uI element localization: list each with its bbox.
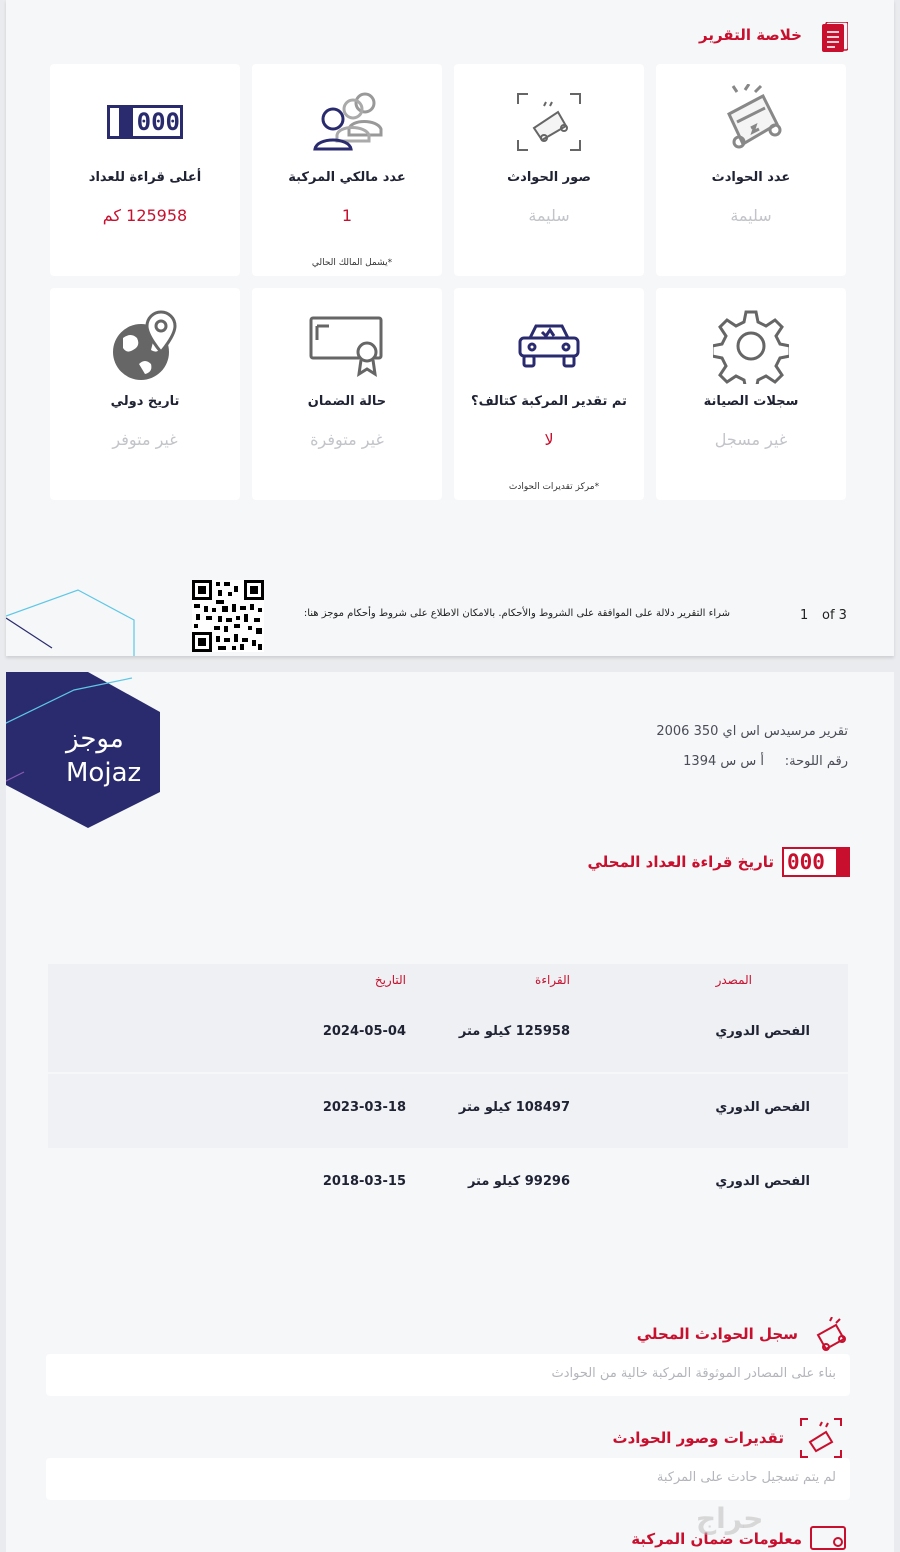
- damaged-car-icon: [656, 82, 846, 162]
- card-value: 125958 كم: [102, 206, 188, 225]
- watermark: حراج: [696, 1502, 764, 1535]
- odometer-red-icon: [782, 847, 850, 877]
- report-document-icon: [820, 22, 848, 58]
- gear-icon: [656, 306, 846, 386]
- certificate-icon: [252, 306, 442, 386]
- warranty-certificate-icon: [810, 1526, 848, 1552]
- owners-icon: [252, 82, 442, 162]
- warranty-info-title: معلومات ضمان المركبة: [631, 1530, 802, 1548]
- cell-date: 2018-03-15: [322, 1174, 406, 1189]
- card-value: 1: [341, 206, 353, 225]
- card-label: صور الحوادث: [507, 170, 591, 185]
- mojaz-logo: [6, 672, 174, 836]
- odometer-digits: 000: [136, 108, 180, 136]
- odometer-red-digits: 000: [787, 850, 825, 874]
- cell-reading: 125958 كيلو متر: [458, 1024, 570, 1039]
- local-accidents-title: سجل الحوادث المحلي: [636, 1325, 798, 1343]
- cell-source: الفحص الدوري: [715, 1174, 810, 1189]
- summary-title: خلاصة التقرير: [698, 26, 802, 44]
- card-accident-photos: [454, 64, 644, 276]
- page-of-total: of 3: [822, 608, 847, 623]
- card-value: غير متوفر: [112, 430, 178, 449]
- card-total-loss: [454, 288, 644, 500]
- odometer-table-header: [48, 964, 848, 998]
- report-page-2: [6, 672, 894, 1552]
- card-label: تم تقدير المركبة كتالف؟: [471, 394, 627, 409]
- column-date: التاريخ: [374, 973, 406, 987]
- table-row: [48, 998, 848, 1072]
- estimates-photos-box: [46, 1458, 850, 1500]
- card-label: حالة الضمان: [307, 394, 387, 409]
- card-max-odometer: [50, 64, 240, 276]
- card-value: غير متوفرة: [310, 430, 384, 449]
- accident-car-icon: [814, 1317, 848, 1355]
- column-reading: القراءة: [535, 973, 570, 987]
- card-value: غير مسجل: [714, 430, 788, 449]
- card-note: *يشمل المالك الحالي: [311, 258, 393, 268]
- logo-text-english: Mojaz: [66, 758, 142, 788]
- cell-date: 2023-03-18: [322, 1100, 406, 1115]
- card-label: أعلى قراءة للعداد: [88, 170, 202, 185]
- local-accidents-box: [46, 1354, 850, 1396]
- card-maintenance-records: [656, 288, 846, 500]
- cell-reading: 108497 كيلو متر: [458, 1100, 570, 1115]
- table-row: [48, 1148, 848, 1222]
- card-label: عدد مالكي المركبة: [288, 170, 406, 185]
- card-accidents-count: [656, 64, 846, 276]
- cell-source: الفحص الدوري: [715, 1024, 810, 1039]
- column-source: المصدر: [715, 973, 752, 987]
- terms-footer-text: شراء التقرير دلالة على الموافقة على الشروط والأحكام. بالامكان الاطلاع على شروط وأحكام موجز هنا:: [303, 608, 730, 619]
- card-value: سليمة: [528, 206, 570, 225]
- report-page-1: [6, 0, 894, 656]
- odometer-icon: [50, 82, 240, 162]
- cell-date: 2024-05-04: [322, 1024, 406, 1039]
- car-photo-frame-icon: [454, 82, 644, 162]
- card-label: عدد الحوادث: [711, 170, 791, 185]
- table-row: [48, 1074, 848, 1148]
- card-value: لا: [544, 430, 554, 449]
- odometer-history-title: تاريخ قراءة العداد المحلي: [587, 853, 774, 871]
- estimates-photos-text: لم يتم تسجيل حادث على المركبة: [656, 1470, 836, 1485]
- card-label: تاريخ دولي: [110, 394, 180, 409]
- card-owners-count: [252, 64, 442, 276]
- report-title: تقرير مرسيدس اس اي 350 2006: [656, 724, 848, 739]
- accident-photo-frame-icon: [800, 1418, 842, 1462]
- globe-location-icon: [50, 306, 240, 386]
- qr-code[interactable]: [192, 580, 264, 652]
- card-international-history: [50, 288, 240, 500]
- card-value: سليمة: [730, 206, 772, 225]
- card-warranty-status: [252, 288, 442, 500]
- cell-reading: 99296 كيلو متر: [467, 1174, 570, 1189]
- card-note: *مركز تقديرات الحوادث: [508, 482, 600, 492]
- cell-source: الفحص الدوري: [715, 1100, 810, 1115]
- card-label: سجلات الصيانة: [703, 394, 799, 409]
- estimates-photos-title: تقديرات وصور الحوادث: [612, 1429, 784, 1447]
- plate-label: رقم اللوحة:: [784, 754, 848, 769]
- local-accidents-text: بناء على المصادر الموثوقة المركبة خالية من الحوادث: [551, 1366, 836, 1381]
- logo-text-arabic: موجز: [66, 724, 124, 754]
- decorative-hex-lines: [6, 588, 146, 656]
- page-number: 1: [800, 608, 809, 623]
- wrecked-car-icon: [454, 306, 644, 386]
- plate-value: أ س س 1394: [683, 754, 764, 769]
